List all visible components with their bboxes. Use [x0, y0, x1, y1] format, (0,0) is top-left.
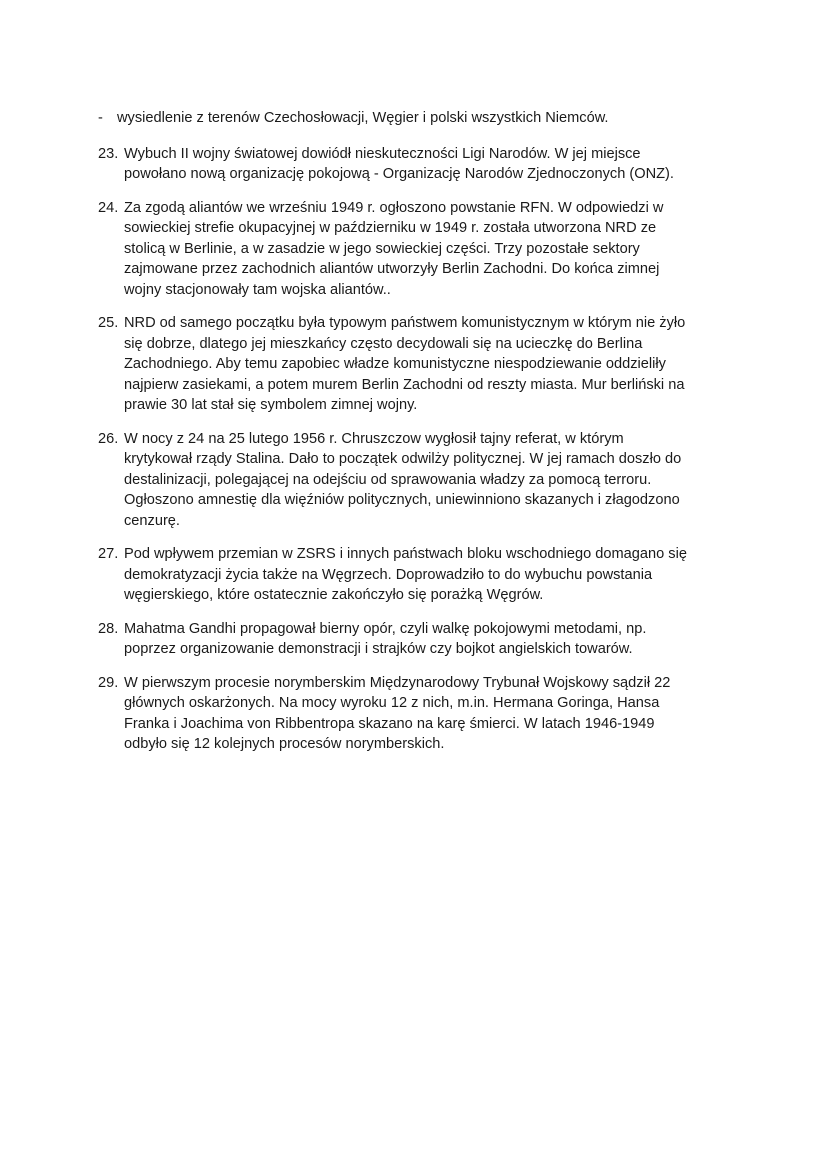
list-item: [98, 198, 738, 301]
list-item: [98, 619, 738, 660]
list-marker: 23.: [98, 145, 119, 162]
list-item-text: Mahatma Gandhi propagował bierny opór, czyli walkę pokojowymi metodami, np. poprzez organizowanie demonstracji i strajków czy bojkot angielskich towarów.: [124, 620, 647, 657]
list-marker: -: [98, 110, 103, 126]
list-marker: 26.: [98, 430, 119, 447]
list-item: [98, 673, 738, 755]
list-marker: 24.: [98, 199, 119, 216]
list-item: [98, 313, 738, 416]
list-item-text: Za zgodą aliantów we wrześniu 1949 r. ogłoszono powstanie RFN. W odpowiedzi w sowieckiej strefie okupacyjnej w październiku w 1949 r. została utworzona NRD ze stolicą w Berlinie, a w zasadzie w jego sowieckiej części. Trzy pozostałe sektory zajmowane przez zachodnich aliantów utworzyły Berlin Zachodni. Do końca zimnej wojny stacjonowały tam wojska aliantów..: [124, 199, 664, 298]
list-item-text: Wybuch II wojny światowej dowiódł nieskuteczności Ligi Narodów. W jej miejsce powołano nową organizację pokojową - Organizację Narodów Zjednoczonych (ONZ).: [124, 145, 674, 182]
list-item: [98, 544, 738, 606]
list-item-text: Pod wpływem przemian w ZSRS i innych państwach bloku wschodniego domagano się demokratyzacji życia także na Węgrzech. Doprowadziło to do wybuchu powstania węgierskiego, które ostatecznie zakończyło się porażką Węgrów.: [124, 546, 687, 603]
list-marker: 29.: [98, 674, 119, 691]
list-item-text: W nocy z 24 na 25 lutego 1956 r. Chruszczow wygłosił tajny referat, w którym krytykował rządy Stalina. Dało to początek odwilży politycznej. W jej ramach doszło do destalinizacji, polegającej na odejściu od sprawowania władzy za pomocą terroru. Ogłoszono amnestię dla więźniów politycznych, uniewinniono skazanych i złagodzono cenzurę.: [124, 430, 682, 529]
list-marker: 27.: [98, 546, 119, 562]
list-marker: 25.: [98, 315, 119, 331]
list-item: [98, 144, 738, 185]
list-marker: 28.: [98, 620, 119, 637]
list-item-text: W pierwszym procesie norymberskim Międzynarodowy Trybunał Wojskowy sądził 22 głównych oskarżonych. Na mocy wyroku 12 z nich, m.in. Hermana Goringa, Hansa Franka i Joachima von Ribbentropa skazano na karę śmierci. W latach 1946-1949 odbyło się 12 kolejnych procesów norymberskich.: [124, 674, 671, 752]
document-content: [98, 108, 738, 768]
list-item: [98, 108, 738, 129]
list-item-text: wysiedlenie z terenów Czechosłowacji, Węgier i polski wszystkich Niemców.: [117, 110, 609, 126]
list-item-text: NRD od samego początku była typowym państwem komunistycznym w którym nie żyło się dobrze, dlatego jej mieszkańcy często decydowali się na ucieczkę do Berlina Zachodniego. Aby temu zapobiec władze komunistyczne niespodziewanie oddzieliły najpierw zasiekami, a potem murem Berlin Zachodni od reszty miasta. Mur berliński na prawie 30 lat stał się symbolem zimnej wojny.: [124, 315, 686, 413]
list-item: [98, 429, 738, 532]
